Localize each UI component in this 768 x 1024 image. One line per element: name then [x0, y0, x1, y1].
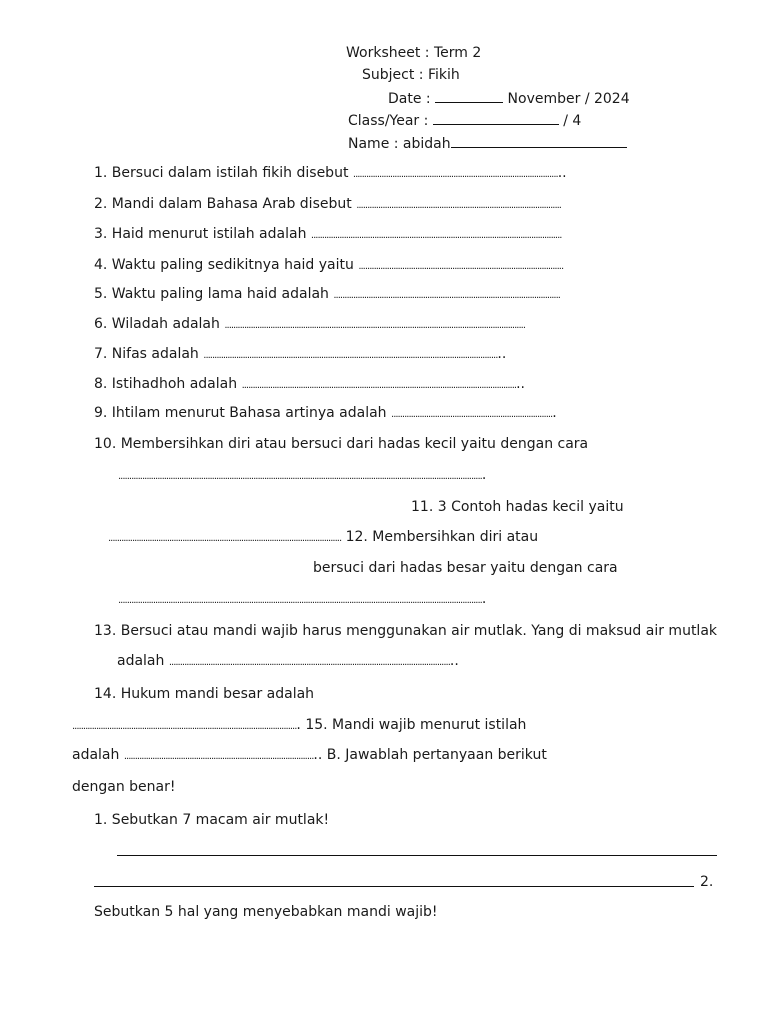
question-3 — [94, 225, 561, 245]
answer-blank[interactable]: .......................................................................................................................................... — [224, 320, 526, 331]
question-8: 8. Istihadhoh adalah ................................................................................................................................ — [94, 376, 525, 392]
question-12-answer-blank[interactable]: ........................................................................................................................................................................ — [118, 591, 487, 607]
date-month-year: November / 2024 — [507, 91, 630, 107]
essay-2-text: Sebutkan 5 hal yang menyebabkan mandi wajib! — [94, 904, 438, 920]
question-15-text-cont: adalah — [72, 747, 120, 763]
question-13-answer-blank[interactable]: ................................................................................................................................. — [168, 657, 450, 668]
question-4 — [94, 256, 563, 276]
question-2 — [94, 195, 561, 215]
answer-blank[interactable]: .............................................................................................. — [358, 261, 564, 272]
question-6 — [94, 315, 525, 335]
question-5 — [94, 285, 560, 305]
name-row — [348, 133, 627, 153]
question-11-text: 11. 3 Contoh hadas kecil yaitu — [411, 499, 624, 515]
answer-blank[interactable]: ................................................................................................................... — [310, 230, 562, 241]
question-15-row-2: adalah ......................................................................................... B. Jawablah pertanyaan berikut — [72, 747, 547, 763]
class-row — [348, 110, 581, 130]
question-13-text-cont: adalah — [117, 653, 165, 669]
question-12-text-cont: bersuci dari hadas besar yaitu dengan cara — [313, 560, 618, 576]
question-14-text: 14. Hukum mandi besar adalah — [94, 686, 315, 702]
section-b-heading-cont: dengan benar! — [72, 779, 176, 795]
question-9: 9. Ihtilam menurut Bahasa artinya adalah ........................................................................... — [94, 405, 557, 421]
essay-1-answer-line-2[interactable] — [94, 886, 694, 887]
answer-blank[interactable]: .............................................................................................. — [352, 169, 558, 180]
question-1-text: 1. Bersuci dalam istilah fikih disebut — [94, 165, 349, 181]
section-b-heading: B. Jawablah pertanyaan berikut — [326, 747, 547, 763]
answer-blank[interactable]: .............................................................................................................................. — [241, 380, 517, 391]
answer-blank[interactable]: .......................................................................... — [391, 409, 553, 420]
date-label: Date : — [388, 91, 431, 107]
class-blank[interactable] — [433, 110, 559, 125]
name-blank[interactable] — [451, 133, 627, 148]
question-15-text: 15. Mandi wajib menurut istilah — [305, 717, 527, 733]
question-7: 7. Nifas adalah ......................................................................................................................................... — [94, 346, 507, 362]
name-label: Name : abidah — [348, 136, 451, 152]
answer-blank[interactable]: .............................................................................................. — [356, 200, 561, 211]
essay-2-number: 2. — [700, 874, 714, 890]
question-10-text: 10. Membersihkan diri atau bersuci dari hadas kecil yaitu dengan cara — [94, 436, 589, 452]
date-row — [388, 88, 630, 108]
question-9-text: 9. Ihtilam menurut Bahasa artinya adalah — [94, 405, 387, 421]
answer-blank[interactable]: ....................................................................................................................................... — [203, 350, 498, 361]
question-1: 1. Bersuci dalam istilah fikih disebut ................................................................................................ — [94, 165, 567, 181]
question-15-row: ........................................................................................................ 15. Mandi wajib menurut istilah — [72, 717, 527, 733]
question-3-text: 3. Haid menurut istilah adalah — [94, 226, 307, 242]
question-10-answer-blank[interactable]: ........................................................................................................................................................................ — [118, 467, 487, 483]
question-11-answer-blank[interactable]: ........................................................................................................... — [108, 533, 342, 544]
question-8-text: 8. Istihadhoh adalah — [94, 376, 238, 392]
class-label: Class/Year : — [348, 113, 429, 129]
question-6-text: 6. Wiladah adalah — [94, 316, 220, 332]
subject-label: Subject : Fikih — [362, 67, 460, 83]
question-5-text: 5. Waktu paling lama haid adalah — [94, 286, 329, 302]
essay-1-text: 1. Sebutkan 7 macam air mutlak! — [94, 812, 330, 828]
question-7-text: 7. Nifas adalah — [94, 346, 199, 362]
question-15-answer-blank[interactable]: ....................................................................................... — [123, 751, 314, 762]
class-suffix: / 4 — [563, 113, 582, 129]
answer-blank[interactable]: ........................................................................................................ — [333, 290, 560, 301]
question-4-text: 4. Waktu paling sedikitnya haid yaitu — [94, 257, 354, 273]
date-blank[interactable] — [435, 88, 503, 103]
question-2-text: 2. Mandi dalam Bahasa Arab disebut — [94, 196, 352, 212]
question-13-text: 13. Bersuci atau mandi wajib harus menggunakan air mutlak. Yang di maksud air mutlak — [94, 623, 718, 639]
essay-1-answer-line-1[interactable] — [117, 855, 717, 856]
question-12-text: 12. Membersihkan diri atau — [345, 529, 539, 545]
question-12-row — [108, 528, 538, 548]
worksheet-title: Worksheet : Term 2 — [346, 45, 482, 61]
question-13-row: adalah ................................................................................................................................... — [117, 653, 459, 669]
question-14-answer-blank[interactable]: ....................................................................................................... — [72, 721, 297, 732]
